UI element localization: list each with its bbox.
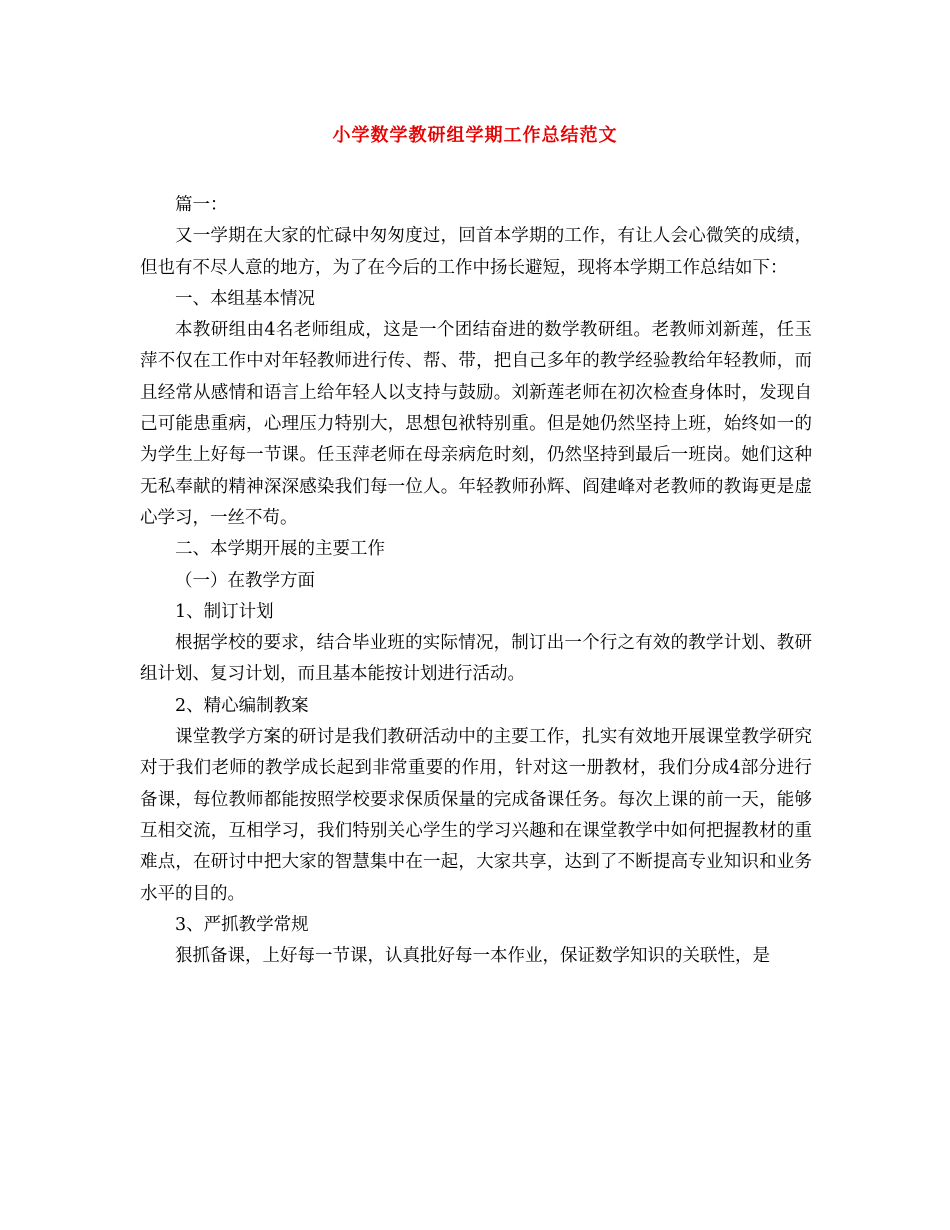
item-heading-routine: 3、严抓教学常规 xyxy=(175,914,309,935)
paragraph-plan: 根据学校的要求，结合毕业班的实际情况，制订出一个行之有效的教学计划、教研组计划、复习计划，而且基本能按计划进行活动。 xyxy=(140,633,812,685)
item-heading-lesson-plans: 2、精心编制教案 xyxy=(175,695,309,716)
paragraph-routine: 狠抓备课，上好每一节课，认真批好每一本作业，保证数学知识的关联性，是 xyxy=(175,946,770,967)
paragraph-label-pian-yi: 篇一： xyxy=(175,195,228,215)
section-heading-2: 二、本学期开展的主要工作 xyxy=(175,539,385,560)
section-heading-1: 一、本组基本情况 xyxy=(175,288,315,309)
paragraph-group-situation: 本教研组由4名老师组成，这是一个团结奋进的数学教研组。老教师刘新莲，任玉萍不仅在工作中对年轻教师进行传、帮、带，把自己多年的教学经验教给年轻教师，而且经常从感情和语言上给年轻人以支持与鼓励。刘新莲老师在初次检查身体时，发现自己可能患重病，心理压力特别大，思想包袱特别重。但是她仍然坚持上班，始终如一的为学生上好每一节课。任玉萍老师在母亲病危时刻，仍然坚持到最后一班岗。她们这种无私奉献的精神深深感染我们每一位人。年轻教师孙辉、阎建峰对老教师的教诲更是虚心学习，一丝不苟。 xyxy=(140,320,812,528)
paragraph-lesson-plans: 课堂教学方案的研讨是我们教研活动中的主要工作，扎实有效地开展课堂教学研究对于我们老师的教学成长起到非常重要的作用，针对这一册教材，我们分成4部分进行备课，每位教师都能按照学校要求保质保量的完成备课任务。每次上课的前一天，能够互相交流，互相学习，我们特别关心学生的学习兴趣和在课堂教学中如何把握教材的重难点，在研讨中把大家的智慧集中在一起，大家共享，达到了不断提高专业知识和业务水平的目的。 xyxy=(140,727,812,904)
document-title: 小学数学教研组学期工作总结范文 xyxy=(332,125,618,146)
document-body xyxy=(140,190,812,972)
subsection-heading-teaching: （一）在教学方面 xyxy=(175,570,315,591)
item-heading-plan: 1、制订计划 xyxy=(175,601,274,622)
paragraph-intro: 又一学期在大家的忙碌中匆匆度过，回首本学期的工作，有让人会心微笑的成绩，但也有不尽人意的地方，为了在今后的工作中扬长避短，现将本学期工作总结如下： xyxy=(140,226,812,278)
